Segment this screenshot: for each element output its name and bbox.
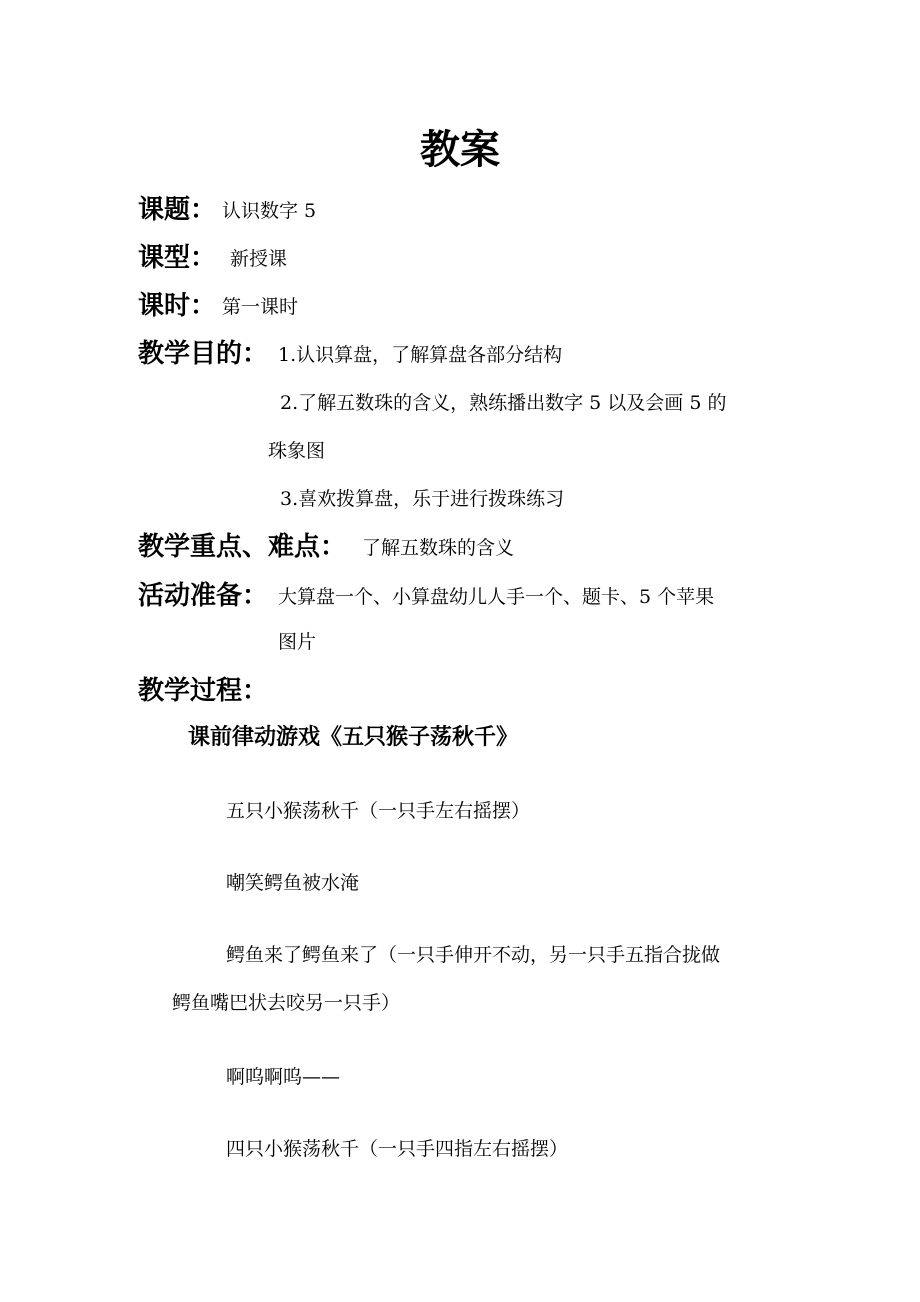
period-value: 第一课时 (222, 296, 299, 318)
preparation-label: 活动准备： (138, 581, 269, 611)
key-points-value: 了解五数珠的含义 (362, 537, 515, 559)
warmup-line-5: 四只小猴荡秋千（一只手四指左右摇摆） (226, 1138, 569, 1160)
preparation-line-2: 图片 (278, 631, 317, 653)
warmup-line-3a: 鳄鱼来了鳄鱼来了（一只手伸开不动，另一只手五指合拢做 (226, 944, 721, 966)
warmup-line-4: 啊呜啊呜—— (226, 1066, 341, 1088)
objective-item-2-line1: 2.了解五数珠的含义，熟练播出数字 5 以及会画 5 的 (280, 392, 727, 414)
key-points-label: 教学重点、难点： (138, 532, 347, 562)
type-value: 新授课 (230, 248, 288, 270)
warmup-line-1: 五只小猴荡秋千（一只手左右摇摆） (226, 800, 531, 822)
objective-item-3: 3.喜欢拨算盘，乐于进行拨珠练习 (280, 488, 565, 510)
preparation-line-1: 大算盘一个、小算盘幼儿人手一个、题卡、5 个苹果 (278, 586, 715, 608)
topic-value: 认识数字 5 (222, 200, 317, 222)
period-label: 课时： (138, 291, 217, 321)
warmup-heading: 课前律动游戏《五只猴子荡秋千》 (188, 725, 519, 750)
objective-item-1: 1.认识算盘，了解算盘各部分结构 (278, 344, 563, 366)
warmup-line-3b: 鳄鱼嘴巴状去咬另一只手） (172, 992, 401, 1014)
process-label: 教学过程： (138, 676, 269, 706)
warmup-line-2: 嘲笑鳄鱼被水淹 (226, 872, 360, 894)
objective-item-2-line2: 珠象图 (268, 440, 326, 462)
objectives-label: 教学目的： (138, 339, 269, 369)
document-title: 教案 (420, 127, 500, 173)
type-label: 课型： (138, 243, 217, 273)
topic-label: 课题： (138, 195, 217, 225)
